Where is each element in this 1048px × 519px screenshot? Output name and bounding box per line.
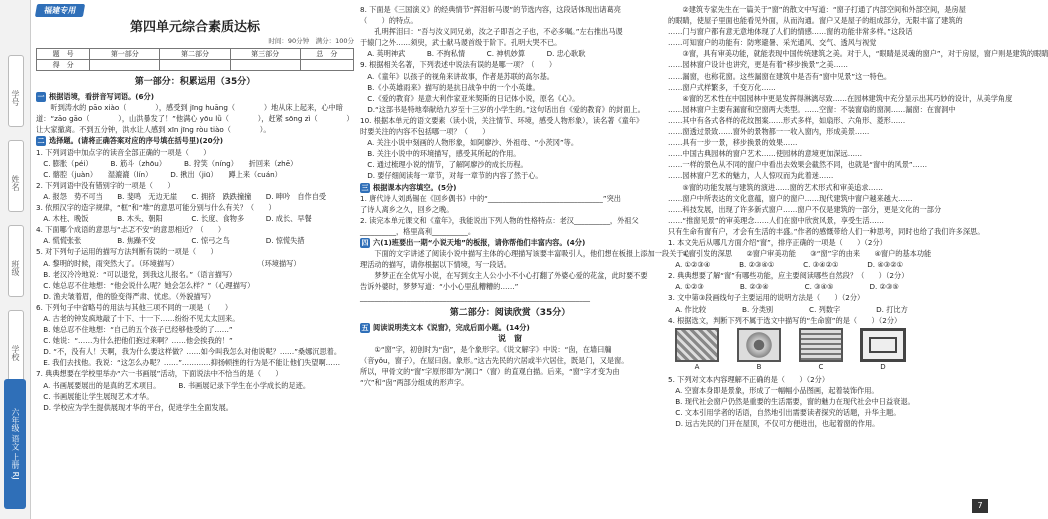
text-line: ________________________________________________________________ (360, 293, 590, 303)
text-line: C. 她说：“……为什么把他们抱过来啊？……他会挨我的！” (36, 336, 233, 346)
text-line: 4. 根据选文，判断下列不属于选文中描写的“生命窗”的是（ ）（2分） (668, 315, 902, 325)
text-line: 孔明挥泪曰：“吾与汝义同兄弟，汝之子即吾之子也，不必多嘱。”左右推出马谡 (360, 27, 623, 37)
section-number: 五 (361, 323, 369, 332)
name-label: 姓名 (11, 175, 20, 191)
text-line: D. “不，没有人！天啊，我为什么要这样做？……如今叫我怎么对他说呢？……”桑娜沉思着。 (36, 347, 342, 357)
window-option-images (672, 328, 988, 372)
text-line: A. 作比较 B. 分类别 C. 列数字 D. 打比方 (668, 304, 908, 314)
text-line: B. 关注小说中的环境描写，感受其所起的作用。 (360, 149, 521, 159)
text-line: ②建筑专家先生在一篇关于“窗”的散文中写道：“窗子打通了内部空间和外部空间，是房屋 (668, 5, 966, 14)
score-header-row (37, 49, 354, 60)
text-line: ……园林窗户主要有漏窗和空窗两大类型。……空窗：不装窗扇的窗洞……漏窗：在窗洞中 (668, 104, 956, 114)
text-line: B. 现代社会窗户仍然是重要的生活需要，窗的魅力在现代社会中日益衰退。 (668, 396, 915, 406)
right-body (668, 4, 1048, 429)
window-option (672, 328, 722, 372)
text-line: 5. 下列对文本内容理解不正确的是（ ）（2分） (668, 374, 830, 384)
section-heading (36, 135, 354, 146)
section-number: 四 (361, 238, 369, 247)
score-cell (160, 60, 230, 71)
passage-title: 说 窗 (498, 333, 522, 343)
section-title: 阅读说明类文本《说窗》，完成后面小题。(14分) (373, 322, 530, 332)
text-line: 2. 典典想要了解“窗”有哪些功能，应主要阅读哪些自然段？（ ）（2分） (668, 271, 909, 281)
text-line: A. 英明神武 B. 不拘私情 C. 神机妙算 D. 忠心耿耿 (360, 49, 586, 59)
text-line: 8. 下面是《三国演义》的经典情节“挥泪斩马谡”的节选内容，这段话体现出诸葛亮 (360, 5, 621, 14)
text-line: C. 膨胀（péi） B. 筋斗（zhōu） B. 狩笑（níng） 折回来（zhē） (36, 158, 298, 168)
text-line: 梦梦正在全优写小说，在写到女主人公小小不小心打翻了外婆心爱的花盆，此时要不要 (360, 271, 648, 281)
text-line: 下面的文字讲述了阅读小说中描写主体的心理描写该要丰富吸引人，他们想在板报上添加一段关于心 (360, 249, 691, 259)
text-line: D. 学校应为学生提供展现才华的平台，促进学生全面发展。 (36, 402, 233, 412)
page-title: 第四单元综合素质达标 (129, 20, 260, 36)
text-line: A. 空窗本身即是景象，形成了一幅幅小品图画，起着装饰作用。 (668, 385, 879, 395)
text-line: D. 渔夫皱着眉，他的脸变得严肃、忧虑。（外貌描写） (36, 291, 216, 301)
middle-column (360, 4, 691, 388)
text-line: C. 书画展能让学生展现艺术才华。 (36, 391, 154, 401)
right-column (668, 4, 1048, 429)
text-line: D. 要仔细阅读每一章节，对每一章节的内容了然于心。 (360, 171, 543, 181)
text-line: ……“推窗见景”的审美理念……人们在窗中欣赏风景，享受生活…… (668, 215, 884, 225)
text-line: B. 老汉冷冷地说：“可以退党，到我这儿报名。”（语言描写） (36, 269, 237, 279)
text-line: B.《小英雄雨来》描写的是抗日战争中的一个小英雄。 (360, 82, 540, 92)
text-line: 告诉外婆时，梦梦写道：“小小心里乱糟糟的……” (360, 282, 519, 292)
text-line: B. 她总忍不住地想：“自己的五个孩子已经够他受的了……” (36, 325, 233, 335)
section-heading (36, 91, 354, 102)
section-title: 根据语境，看拼音写词语。(6分) (49, 92, 155, 102)
text-line: “穴”和“囱”两部分组成的形声字。 (360, 378, 469, 387)
window-image (860, 328, 906, 362)
text-line: ……可知窗户的功能有：防寒避暑、采光通风、交气、透风与视觉 (668, 38, 877, 48)
text-line: 5. 对下列句子运用的描写方法判断有误的一项是（ ） (36, 247, 218, 257)
window-option-label: A (694, 362, 700, 371)
text-line: A. 报怨 势不可当 B. 斐鸣 无边无崖 C. 拥挤 跌跌撞撞 D. 呻吟 自作自受 (36, 191, 327, 201)
section-number: 二 (37, 137, 45, 146)
text-line: 只有生命有窗有户，才会有生活的丰盛。”作者的感慨带给人们一种思考，同时也给了我们许多深思。 (668, 226, 985, 236)
text-line: D. 远古先民的门开在屋顶，不仅可方便进出，也起着窗的作用。 (668, 419, 880, 429)
text-line: 10. 根据本单元的语文要素（读小说，关注情节、环境，感受人物形象），读名著《童年》 (360, 115, 644, 125)
text-line: 了诗人离乡之久，回乡之晚。 (360, 204, 454, 214)
section-title: 六(1)班要出一期“小说天地”的板报，请你帮他们丰富内容。(4分) (373, 237, 586, 247)
window-option (858, 328, 908, 372)
page-number: 7 (972, 499, 988, 513)
text-line: ……园林窗户艺术的魅力，人人惊叹而为此着迷…… (668, 171, 834, 181)
text-line: 道：“zāo gāo（ ），山洪暴发了！”他满心 yōu lǜ（ ），赶紧 sōng zì（ ） (36, 114, 354, 124)
text-line: 1. 唐代诗人刘禹锡在《回乡偶书》中的“________________________________”突出 (360, 193, 621, 203)
window-option (734, 328, 784, 372)
window-option-label: D (880, 362, 886, 371)
text-line: ①“窗”字，初创时为“囱”，是个象形字。《说文解字》中说：“囱，在墙曰牖 (360, 344, 612, 354)
part-heading: 第二部分：阅读欣赏（35分） (449, 307, 571, 318)
text-line: 9. 根据相关名著，下列表述中说法有误的是哪一项？（ ） (360, 60, 557, 70)
text-line: D.“这部书是特地奉献给九岁至十三岁的小学生的。”这句话出自《爱的教育》的封面上。 (360, 104, 645, 114)
region-badge: 福建专用 (35, 4, 85, 17)
region-badge-row (36, 4, 354, 17)
score-cell: 第三部分 (230, 49, 300, 60)
text-line: 4. 下面哪个成语的意思与“忐忑不安”的意思相近？（ ） (36, 225, 226, 235)
section-title: 根据课本内容填空。(5分) (373, 182, 457, 192)
score-cell: 总 分 (300, 49, 353, 60)
text-line: ……窗户中所表达的文化意蕴，窗户的窗户……现代建筑中窗户越来越大…… (668, 193, 913, 203)
text-line: A. 黎明的时候，雨突然大了。（环境描写） （环境描写） (36, 258, 301, 268)
window-option (796, 328, 846, 372)
text-line: A. 木柱、晚饭 B. 木头、朝阳 C. 长度、食物多 D. 成长、早餐 (36, 214, 312, 224)
section-heading (360, 322, 660, 333)
class-label: 班级 (11, 260, 20, 276)
text-line: 理活动的描写，请你根据以下情境，写一段话。 (360, 260, 511, 270)
text-line: A.《童年》以孩子的视角来讲故事，作者是苏联的高尔基。 (360, 71, 554, 81)
score-cell: 第二部分 (160, 49, 230, 60)
text-line: A. ①②③ B. ②③④ C. ③④⑤ D. ②③⑤ (668, 282, 899, 292)
text-line: __________，格里高利__________。 (360, 226, 476, 236)
text-line: 7. 典典想要在学校里举办“六一书画展”活动，下面说法中不恰当的是（ ） (36, 369, 283, 379)
score-cell: 题 号 (37, 49, 90, 60)
window-option-label: B (756, 362, 762, 371)
text-line: ……其中有各式各样的花纹图案……形式多样，如扇形、六角形、菱形…… (668, 115, 906, 125)
text-line: ……中国古典园林的窗户艺术……使园林的意境更加深远…… (668, 149, 863, 159)
text-line: A. 古老的钟发疯地敲了十下、十一下……纷纷不见太太回来。 (36, 313, 240, 323)
text-line: C.《爱的教育》是意大利作家亚米契斯的日记体小说，原名《心》。 (360, 93, 580, 103)
window-image (737, 328, 781, 362)
text-line: ……一样的景色从不同的窗户中看出去效果会截然不同，也就是“窗中的风景”…… (668, 160, 928, 170)
middle-body (360, 4, 691, 388)
text-line: 2. 下列词语中没有错别字的一项是（ ） (36, 180, 175, 190)
text-line: A. 关注小说中刻画的人物形象，如阿廖沙、外祖母、“小茨冈”等。 (360, 138, 579, 148)
score-cell: 得 分 (37, 60, 90, 71)
text-line: C. 髂腔（juàn） 湿漉漉（lín） D. 揪出（jiū） 蹲上来（cuán） (36, 169, 282, 179)
window-option-label: C (818, 362, 824, 371)
text-line: A. 慌慌张张 B. 焦躁不安 C. 惊弓之鸟 D. 惊慌失措 (36, 236, 305, 246)
text-line: ……门与窗户都有意无意地体现了人们的情感……窗的功能非常多样。”这段话 (668, 27, 913, 37)
text-line: 让大家撤离。不到五分钟，洪水让人感到 xīn jīng ròu tiào（ ）。 (36, 125, 271, 135)
score-value-row (37, 60, 354, 71)
binding-sidebar (0, 0, 31, 519)
text-line: ……具有一步一景，移步换景的效果…… (668, 138, 798, 148)
text-line: 的眼睛，使屋子里面也能看见外面，从而沟通。窗户又是屋子的组成部分，无限丰富了建筑的 (668, 16, 963, 26)
section-heading (360, 237, 660, 248)
part-heading: 第一部分：积累运用（35分） (134, 77, 256, 88)
score-table (36, 48, 354, 71)
grade-label: 六年级 语文 上册 RJ (4, 379, 26, 509)
text-line: 1. 本文先后从哪几方面介绍“窗”，排序正确的一项是（ ）（2分） (668, 237, 887, 247)
section-title: 选择题。(请将正确答案对应的序号填在括号里)(20分) (49, 136, 224, 146)
text-line: ……园林窗户设计也讲究，更是有着“移步换景”之美…… (668, 60, 848, 70)
text-line: C. 通过梳理小说的情节，了解阿廖沙的成长历程。 (360, 160, 528, 170)
text-line: A. ①②③④ B. ②③④① C. ③④②① D. ④③②① (668, 260, 904, 270)
text-line: ①窗引发的深思 ②窗户审美功能 ③“窗”字的由来 ④窗户的基本功能 (668, 249, 932, 259)
score-cell (300, 60, 353, 71)
left-column (36, 4, 354, 413)
text-line: 6. 下列句子中省略号的用法与其他三项不同的一项是（ ） (36, 302, 233, 312)
score-cell: 第一部分 (90, 49, 160, 60)
text-line: C. 她总忍不住地想：“他会说什么呢？她会怎么样？”（心理描写） (36, 280, 255, 290)
left-body (36, 75, 354, 413)
text-line: 时要关注的内容不包括哪一项？（ ） (360, 127, 490, 137)
text-line: 3. 文中第③段画线句子主要运用的说明方法是（ ）（2分） (668, 293, 865, 303)
text-line: ……漏窗，也称花窗。这些漏窗在建筑中是否有“窗中见景”这一特色。 (668, 71, 892, 81)
text-line: 3. 依照汉字的造字规律，“框”和“堆”的意思可能分别与什么有关？（ ） (36, 203, 276, 213)
student-id-label: 学号 (11, 90, 20, 106)
window-image (799, 328, 843, 362)
text-line: 听到涛水的 pāo xiào（ ），感受到 jīng huāng（ ）地从床上起来，心中暗 (36, 103, 343, 113)
text-line: ④窗的艺术性在中国园林中更是发挥得淋漓尽致……在园林建筑中充分显示出其巧妙的设计，从美学角度 (668, 93, 1013, 103)
text-line: 于辕门之外……须臾，武士献马谡首级于阶下。孔明大哭不已。 (360, 38, 562, 48)
section-heading (360, 182, 660, 193)
text-line: ……窗户式样繁多，千变万化…… (668, 82, 776, 92)
exam-meta: 时间：90分钟 满分：100分 (268, 37, 354, 46)
text-line: ③窗，具有审美功能，就能表现中国传统建筑之美。对于人，“眼睛是灵魂的窗户”，对于房屋，窗户则是建筑的眼睛 (668, 49, 1048, 59)
text-line: ⑤窗的功能发展与建筑的演进……窗的艺术形式和审美追求…… (668, 182, 883, 192)
text-line: E. 我们去找他。我说：“这怎么办呢？……”…………抑扬顿挫的行为是不能让他们失望啊…… (36, 358, 341, 368)
section-number: 一 (37, 93, 45, 102)
text-line: （ ）的特点。 (360, 16, 418, 26)
text-line: （音yǒu，窗子），在屋曰囱。象形。”这古先民的穴居或半穴居住，既是门，又是窗。 (360, 355, 629, 365)
school-label: 学校 (11, 345, 20, 361)
text-line: ……窗透过景致……窗外的景物都一一收入窗内，形成美景…… (668, 127, 870, 137)
score-cell (90, 60, 160, 71)
score-cell (230, 60, 300, 71)
text-line: A. 书画展要展出的是真的艺术项目。 B. 书画展记录下学生在小学成长的足迹。 (36, 380, 311, 390)
text-line: 所以，甲骨文的“窗”字原形即为“洞口”（窗）的直观白描。后来，“窗”字才变为由 (360, 366, 620, 376)
window-image (675, 328, 719, 362)
text-line: C. 文本引用学者的话语，自然地引出需要读者探究的话题，升华主题。 (668, 408, 901, 417)
text-line: 2. 读完本单元课文和《童年》，我能说出下列人物的性格特点：老汉__________，外祖父 (360, 215, 639, 225)
section-number: 三 (361, 183, 369, 192)
text-line: 1. 下列词语中加点字的读音全部正确的一项是（ ） (36, 147, 211, 157)
text-line: ……科技发展，出现了许多新式窗户……窗户不仅是建筑的一部分，更是文化的一部分 (668, 204, 942, 214)
